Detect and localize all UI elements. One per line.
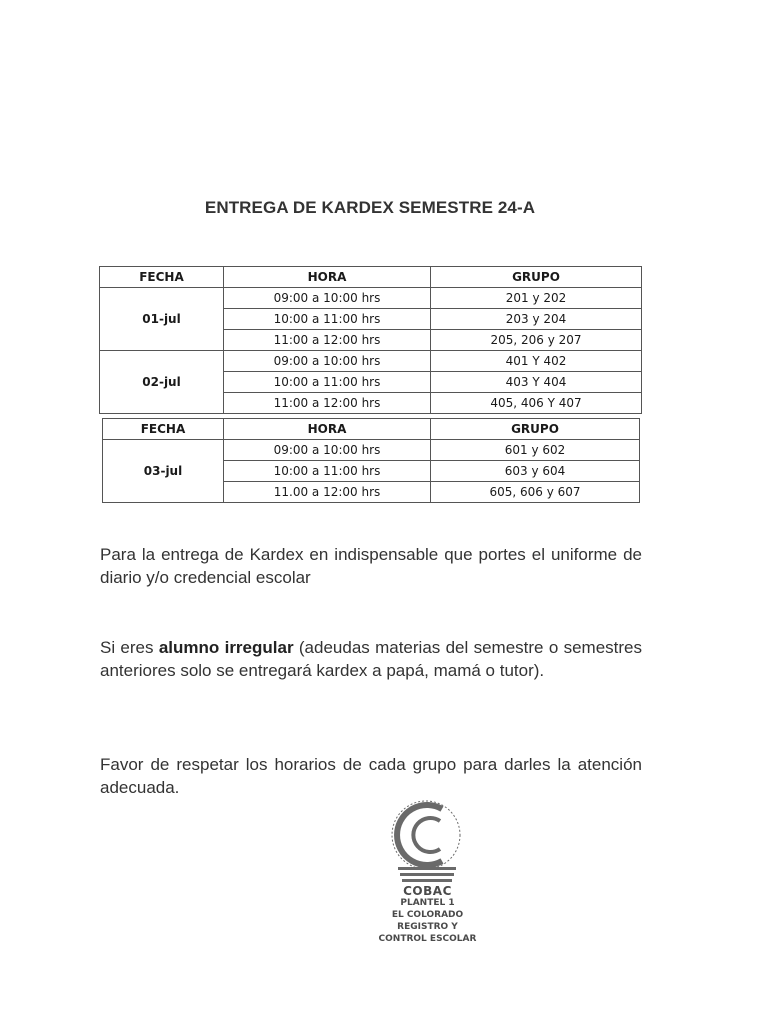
header-grupo: GRUPO xyxy=(431,419,640,440)
fecha-cell: 03-jul xyxy=(103,440,224,503)
stamp-logo-icon xyxy=(370,795,485,887)
hora-cell: 09:00 a 10:00 hrs xyxy=(224,288,431,309)
fecha-cell: 01-jul xyxy=(100,288,224,351)
grupo-cell: 201 y 202 xyxy=(431,288,642,309)
grupo-cell: 405, 406 Y 407 xyxy=(431,393,642,414)
paragraph-schedule: Favor de respetar los horarios de cada grupo para darles la atención adecuada. xyxy=(100,755,642,797)
hora-cell: 09:00 a 10:00 hrs xyxy=(224,351,431,372)
paragraph-uniform: Para la entrega de Kardex en indispensable que portes el uniforme de diario y/o credencial escolar xyxy=(100,545,642,587)
grupo-cell: 605, 606 y 607 xyxy=(431,482,640,503)
schedule-table-2 xyxy=(102,418,640,503)
school-stamp xyxy=(370,795,485,955)
header-hora: HORA xyxy=(224,267,431,288)
hora-cell: 10:00 a 11:00 hrs xyxy=(224,461,431,482)
hora-cell: 11.00 a 12:00 hrs xyxy=(224,482,431,503)
hora-cell: 10:00 a 11:00 hrs xyxy=(224,372,431,393)
header-fecha: FECHA xyxy=(103,419,224,440)
hora-cell: 11:00 a 12:00 hrs xyxy=(224,330,431,351)
schedule-table-1 xyxy=(99,266,642,414)
header-fecha: FECHA xyxy=(100,267,224,288)
grupo-cell: 403 Y 404 xyxy=(431,372,642,393)
grupo-cell: 601 y 602 xyxy=(431,440,640,461)
header-grupo: GRUPO xyxy=(431,267,642,288)
grupo-cell: 603 y 604 xyxy=(431,461,640,482)
table-header-row xyxy=(100,267,642,288)
table-row xyxy=(103,440,640,461)
stamp-line: CONTROL ESCOLAR xyxy=(378,934,477,944)
stamp-line: PLANTEL 1 xyxy=(400,898,455,908)
grupo-cell: 203 y 204 xyxy=(431,309,642,330)
hora-cell: 10:00 a 11:00 hrs xyxy=(224,309,431,330)
table-row xyxy=(100,288,642,309)
paragraph-irregular-end: (adeudas materias del semestre o semestres anteriores solo se entregará kardex a papá, mamá o tutor). xyxy=(100,638,642,680)
document-title: ENTREGA DE KARDEX SEMESTRE 24-A xyxy=(204,198,536,217)
fecha-cell: 02-jul xyxy=(100,351,224,414)
table-row xyxy=(100,351,642,372)
grupo-cell: 205, 206 y 207 xyxy=(431,330,642,351)
paragraph-irregular xyxy=(100,636,642,682)
hora-cell: 09:00 a 10:00 hrs xyxy=(224,440,431,461)
table-header-row xyxy=(103,419,640,440)
paragraph-irregular-start: Si eres xyxy=(100,638,159,657)
stamp-line: COBAC xyxy=(403,884,452,898)
hora-cell: 11:00 a 12:00 hrs xyxy=(224,393,431,414)
grupo-cell: 401 Y 402 xyxy=(431,351,642,372)
header-hora: HORA xyxy=(224,419,431,440)
stamp-line: REGISTRO Y xyxy=(397,922,458,932)
paragraph-irregular-bold: alumno irregular xyxy=(158,638,294,657)
stamp-line: EL COLORADO xyxy=(391,910,464,920)
